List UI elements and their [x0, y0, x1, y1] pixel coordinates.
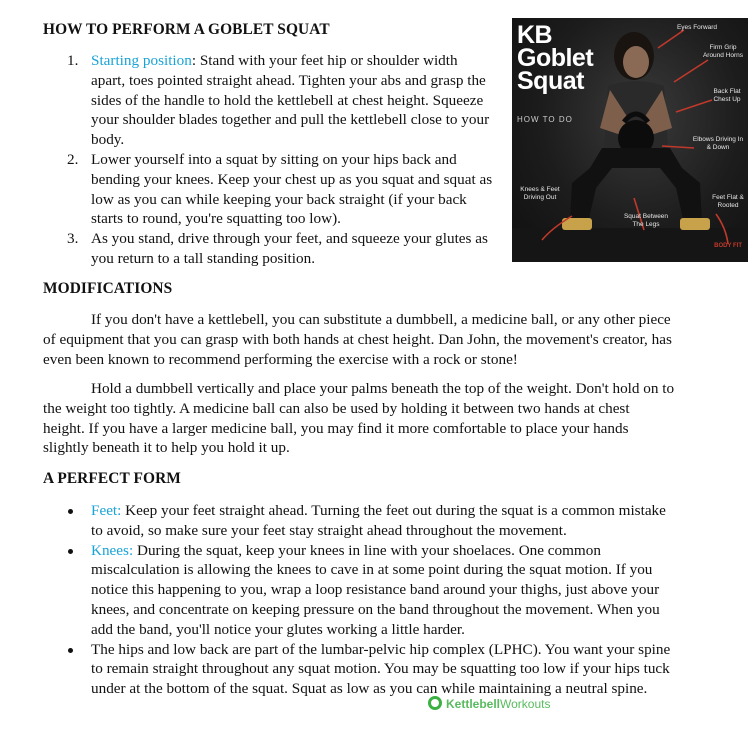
tip-text: The hips and low back are part of the lumbar-pelvic hip complex (LPHC). You want your spine to remain straight throughout any squat motion. You may be squatting too low if your hips tuck under at the bottom of the squat. Squat as low as you can while maintaining a neutral spine.: [91, 640, 671, 698]
form-tips-list: [43, 501, 675, 699]
bullet-icon: [68, 509, 73, 514]
infographic-subtitle: HOW TO DO: [517, 115, 573, 124]
form-tip-knees: [43, 541, 675, 640]
steps-list: [43, 51, 493, 269]
section-heading-modifications: MODIFICATIONS: [43, 280, 173, 297]
bullet-icon: [68, 648, 73, 653]
title-line: Goblet: [517, 44, 594, 72]
step-item: [43, 229, 493, 269]
label-squat: Squat Between The Legs: [623, 213, 669, 228]
form-tip-hips: [43, 640, 675, 699]
section-heading-goblet-squat: HOW TO PERFORM A GOBLET SQUAT: [43, 21, 330, 38]
label-eyes: Eyes Forward: [676, 24, 718, 31]
bullet-icon: [68, 549, 73, 554]
step-lead: Starting position: [91, 52, 192, 69]
kettlebell-logo-icon: [428, 696, 442, 710]
kettlebell-workouts-watermark: [428, 693, 668, 715]
watermark-text: [446, 695, 550, 715]
tip-text: During the squat, keep your knees in line with your shoelaces. One common miscalculation is allowing the knees to cave in at some point during the squat motion. If you notice this happening to you, wrap a loop resistance band around your thighs, just above your knees, and concentrate on keeping pressure on the band throughout the movement. When you add the band, you'll notice your glutes working a little harder.: [91, 541, 660, 638]
tip-lead: Knees:: [91, 541, 134, 559]
section-heading-perfect-form: A PERFECT FORM: [43, 470, 181, 487]
step-item: [43, 150, 493, 229]
watermark-brand-a: Kettlebell: [446, 697, 501, 711]
label-knees: Knees & Feet Driving Out: [520, 186, 560, 201]
step-number: 2.: [67, 150, 79, 168]
tip-text: Keep your feet straight ahead. Turning the feet out during the squat is a common mistake to avoid, so make sure your feet stay straight ahead throughout the movement.: [91, 502, 666, 539]
paragraph: If you don't have a kettlebell, you can substitute a dumbbell, a medicine ball, or any other piece of equipment that you can grasp with both hands at chest height. Dan John, the movement's creator, has even been known to recommend performing the exercise with a rock or stone!: [43, 311, 672, 368]
step-item: [43, 51, 493, 150]
step-text: Lower yourself into a squat by sitting on your hips back and bending your knees. Keep your chest up as you squat and squat as low as you can while keeping your back straight (if your back starts to round, you're squatting too low).: [91, 150, 493, 228]
infographic-title: [517, 21, 594, 95]
tip-lead: Feet:: [91, 502, 122, 519]
goblet-squat-infographic: [512, 18, 748, 262]
step-text: As you stand, drive through your feet, and squeeze your glutes as you return to a tall standing position.: [91, 230, 488, 267]
step-number: 1.: [67, 52, 79, 69]
brand-logo: BODY FIT: [714, 243, 742, 250]
title-line: KB: [517, 21, 553, 49]
form-tip-feet: [43, 501, 675, 541]
paragraph: Hold a dumbbell vertically and place your palms beneath the top of the weight. Don't hold on to the weight too tightly. A medicine ball can also be used by holding it between two hands at chest height. If you have a larger medicine ball, you may find it more comfortable to place your hands slightly beneath it to help you hold it up.: [43, 380, 675, 457]
label-feet: Feet Flat & Rooted: [712, 194, 744, 209]
step-text: : Stand with your feet hip or shoulder width apart, toes pointed straight ahead. Tighten your abs and grasp the sides of the handle to hold the kettlebell at chest height. Squeeze your shoulder blades together and pull the kettlebell close to your body.: [91, 52, 490, 149]
step-number: 3.: [67, 230, 79, 248]
label-grip: Firm Grip Around Horns: [702, 44, 744, 59]
label-elbows: Elbows Driving In & Down: [692, 136, 744, 151]
label-back: Back Flat Chest Up: [713, 88, 741, 103]
watermark-brand-b: Workouts: [500, 697, 551, 711]
title-line: Squat: [517, 67, 584, 95]
